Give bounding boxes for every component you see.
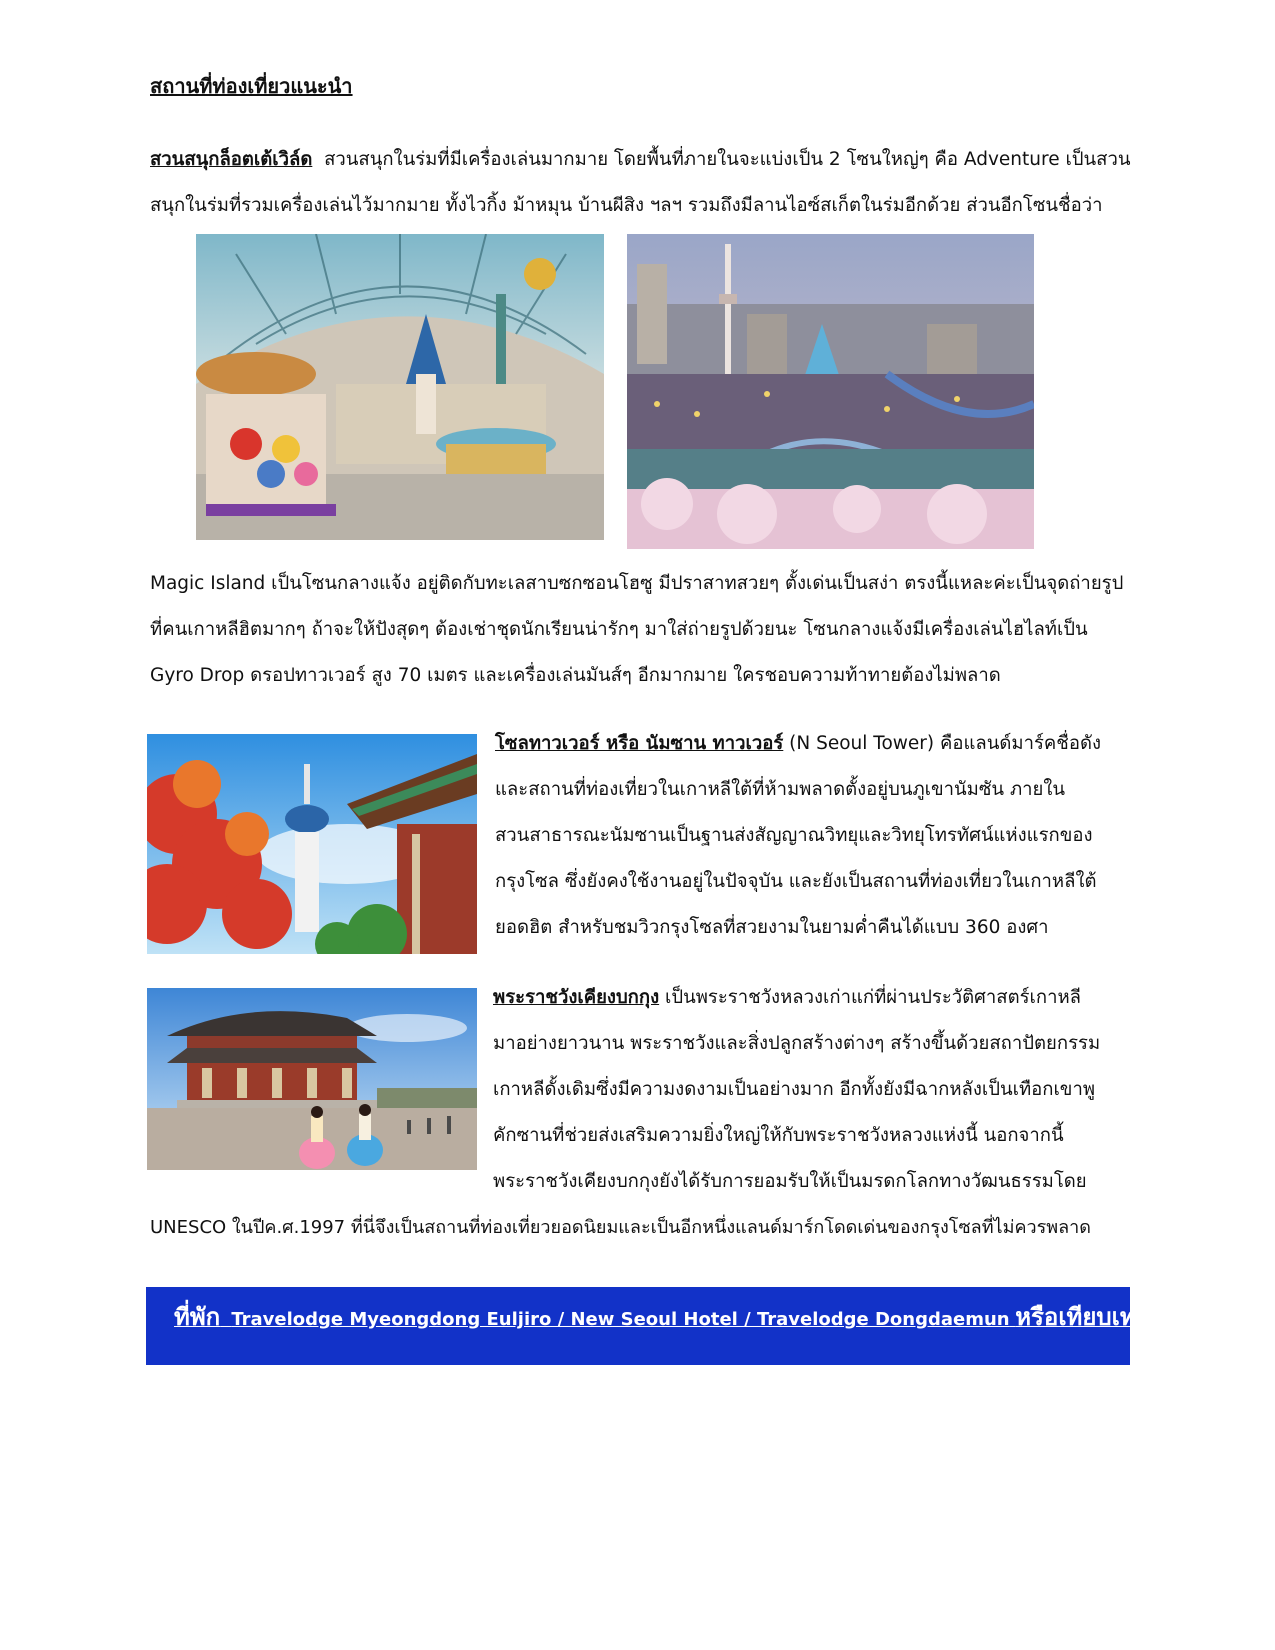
palace-paragraph-line-1 xyxy=(493,975,1081,1021)
tower-title: โซลทาวเวอร์ หรือ นัมซาน ทาวเวอร์ xyxy=(495,733,784,754)
lotte-title: สวนสนุกล็อตเต้เวิล์ด xyxy=(150,149,313,170)
palace-line-5: พระราชวังเคียงบกกุงยังได้รับการยอมรับให้เป็นมรดกโลกทางวัฒนธรรมโดย xyxy=(493,1171,1087,1192)
palace-title: พระราชวังเคียงบกกุง xyxy=(493,987,660,1008)
tower-paragraph-line-1 xyxy=(495,721,1101,767)
gyeongbokgung-palace-photo xyxy=(147,988,477,1170)
tower-line-2: และสถานที่ท่องเที่ยวในเกาหลีใต้ที่ห้ามพลาดตั้งอยู่บนภูเขานัมซัน ภายใน xyxy=(495,779,1066,800)
page-title: สถานที่ท่องเที่ยวแนะนำ xyxy=(150,74,353,98)
accommodation-suffix: หรือเทียบเท่า xyxy=(1015,1303,1150,1331)
palace-line-4: คักซานที่ช่วยส่งเสริมความยิ่งใหญ่ให้กับพระราชวังหลวงแห่งนี้ นอกจากนี้ xyxy=(493,1125,1064,1146)
accommodation-hotels: Travelodge Myeongdong Euljiro / New Seoul Hotel / Travelodge Dongdaemun xyxy=(231,1309,1010,1330)
tower-line-4: กรุงโซล ซึ่งยังคงใช้งานอยู่ในปัจจุบัน และยังเป็นสถานที่ท่องเที่ยวในเกาหลีใต้ xyxy=(495,871,1097,892)
accommodation-line xyxy=(174,1297,1149,1336)
accommodation-label: ที่พัก xyxy=(174,1303,221,1331)
tower-line-3: สวนสาธารณะนัมซานเป็นฐานส่งสัญญาณวิทยุและวิทยุโทรทัศน์แห่งแรกของ xyxy=(495,825,1093,846)
accommodation-banner xyxy=(146,1287,1150,1365)
lotte-line-5: Gyro Drop ดรอปทาวเวอร์ สูง 70 เมตร และเครื่องเล่นมันส์ๆ อีกมากมาย ใครชอบความท้าทายต้องไม่พลาด xyxy=(150,665,1001,686)
palace-line-2: มาอย่างยาวนาน พระราชวังและสิ่งปลูกสร้างต่างๆ สร้างขึ้นด้วยสถาปัตยกรรม xyxy=(493,1033,1101,1054)
tower-line-5: ยอดฮิต สำหรับชมวิวกรุงโซลที่สวยงามในยามค่ำคืนได้แบบ 360 องศา xyxy=(495,917,1049,938)
palace-line-1: เป็นพระราชวังหลวงเก่าแก่ที่ผ่านประวัติศาสตร์เกาหลี xyxy=(659,987,1081,1008)
lotte-paragraph-line-1 xyxy=(150,137,1131,183)
tower-line-1: (N Seoul Tower) คือแลนด์มาร์คชื่อดัง xyxy=(783,733,1102,754)
lotte-line-1: สวนสนุกในร่มที่มีเครื่องเล่นมากมาย โดยพื้นที่ภายในจะแบ่งเป็น 2 โซนใหญ่ๆ คือ Adventure เป็นสวน xyxy=(324,149,1131,170)
lotte-line-3: Magic Island เป็นโซนกลางแจ้ง อยู่ติดกับทะเลสาบซกซอนโฮซู มีปราสาทสวยๆ ตั้งเด่นเป็นสง่า ตรงนี้แหละค่ะเป็นจุดถ่ายรูป xyxy=(150,573,1124,594)
palace-line-6: UNESCO ในปีค.ศ.1997 ที่นี่จึงเป็นสถานที่ท่องเที่ยวยอดนิยมและเป็นอีกหนึ่งแลนด์มาร์กโดดเด่นของกรุงโซลที่ไม่ควรพลาด xyxy=(150,1217,1091,1238)
n-seoul-tower-photo xyxy=(147,734,477,954)
lotte-world-indoor-photo xyxy=(196,234,604,540)
lotte-line-4: ที่คนเกาหลีฮิตมากๆ ถ้าจะให้ปังสุดๆ ต้องเช่าชุดนักเรียนน่ารักๆ มาใส่ถ่ายรูปด้วยนะ โซนกลางแจ้งมีเครื่องเล่นไฮไลท์เป็น xyxy=(150,619,1088,640)
palace-line-3: เกาหลีดั้งเดิมซึ่งมีความงดงามเป็นอย่างมาก อีกทั้งยังมีฉากหลังเป็นเทือกเขาพู xyxy=(493,1079,1096,1100)
lotte-line-2: สนุกในร่มที่รวมเครื่องเล่นไว้มากมาย ทั้งไวกิ้ง ม้าหมุน บ้านผีสิง ฯลฯ รวมถึงมีลานไอซ์สเก็ตในร่มอีกด้วย ส่วนอีกโซนชื่อว่า xyxy=(150,195,1103,216)
lotte-world-magic-island-photo xyxy=(627,234,1034,549)
